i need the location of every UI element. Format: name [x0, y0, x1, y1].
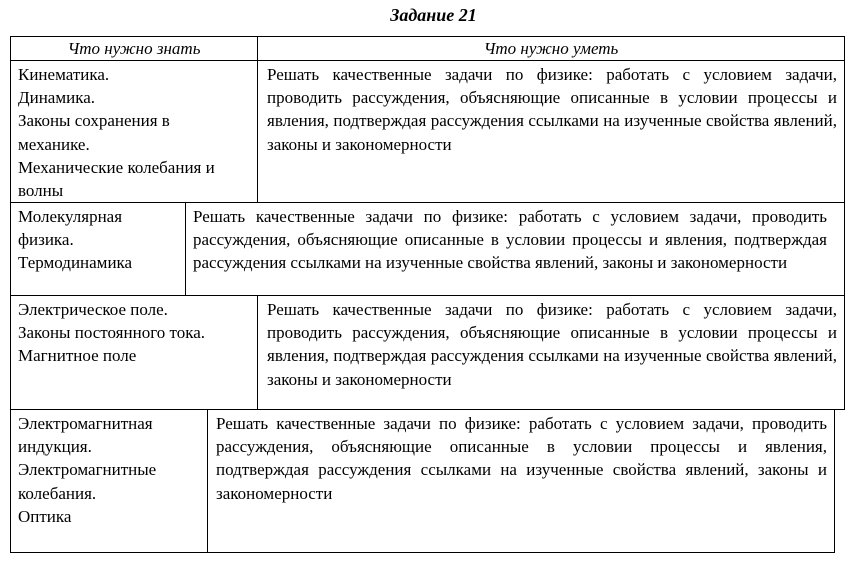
- topics-cell: [18, 205, 132, 275]
- header-skill: Что нужно уметь: [483, 39, 619, 58]
- topic-line: Электрическое поле.: [18, 300, 168, 319]
- page-title: Задание 21: [390, 5, 477, 25]
- table-row: [10, 295, 845, 410]
- table-row: [10, 60, 845, 203]
- column-divider: [185, 203, 186, 295]
- topic-line: Молекулярная: [18, 207, 123, 226]
- topic-line: Оптика: [18, 506, 72, 526]
- table-header: [10, 36, 845, 61]
- column-divider: [257, 61, 258, 202]
- topic-line: Электромагнитная: [18, 414, 153, 433]
- table-row: [10, 202, 845, 296]
- topic-line: физика.: [18, 230, 74, 250]
- column-divider: [257, 296, 258, 409]
- topic-line: Динамика.: [18, 88, 95, 108]
- topic-line: Законы сохранения в: [18, 111, 170, 131]
- header-know: Что нужно знать: [67, 39, 201, 58]
- topic-line: Кинематика.: [18, 65, 110, 84]
- topic-line: индукция.: [18, 437, 92, 457]
- topics-cell: [18, 63, 215, 202]
- topic-line: Законы постоянного тока.: [18, 323, 205, 343]
- topic-line: Термодинамика: [18, 253, 133, 273]
- topic-line: Электромагнитные: [18, 460, 157, 480]
- topic-line: колебания.: [18, 483, 97, 503]
- skill-cell: Решать качественные задачи по физике: работать с условием задачи, проводить рассуждения, объясняющие описанные в условии процессы и явления, подтверждая рассуждения ссылками на изученные свойства явлений, законы и закономерности: [267, 300, 837, 389]
- table-row: [10, 409, 835, 553]
- topic-line: волны: [18, 181, 64, 201]
- topics-cell: [18, 412, 156, 528]
- topic-line: Магнитное поле: [18, 346, 137, 366]
- column-divider: [207, 410, 208, 552]
- skill-cell: Решать качественные задачи по физике: работать с условием задачи, проводить рассуждения, объясняющие описанные в условии процессы и явления, подтверждая рассуждения ссылками на изученные свойства явлений, законы и закономерности: [216, 414, 827, 503]
- skill-cell: Решать качественные задачи по физике: работать с условием задачи, проводить рассуждения, объясняющие описанные в условии процессы и явления, подтверждая рассуждения ссылками на изученные свойства явлений, законы и закономерности: [267, 65, 837, 154]
- skill-cell: Решать качественные задачи по физике: работать с условием задачи, проводить рассуждения, объясняющие описанные в условии процессы и явления, подтверждая рассуждения ссылками на изученные свойства явлений, законы и закономерности: [193, 207, 827, 273]
- topics-cell: [18, 298, 205, 368]
- topic-line: механике.: [18, 134, 90, 154]
- topic-line: Механические колебания и: [18, 157, 215, 177]
